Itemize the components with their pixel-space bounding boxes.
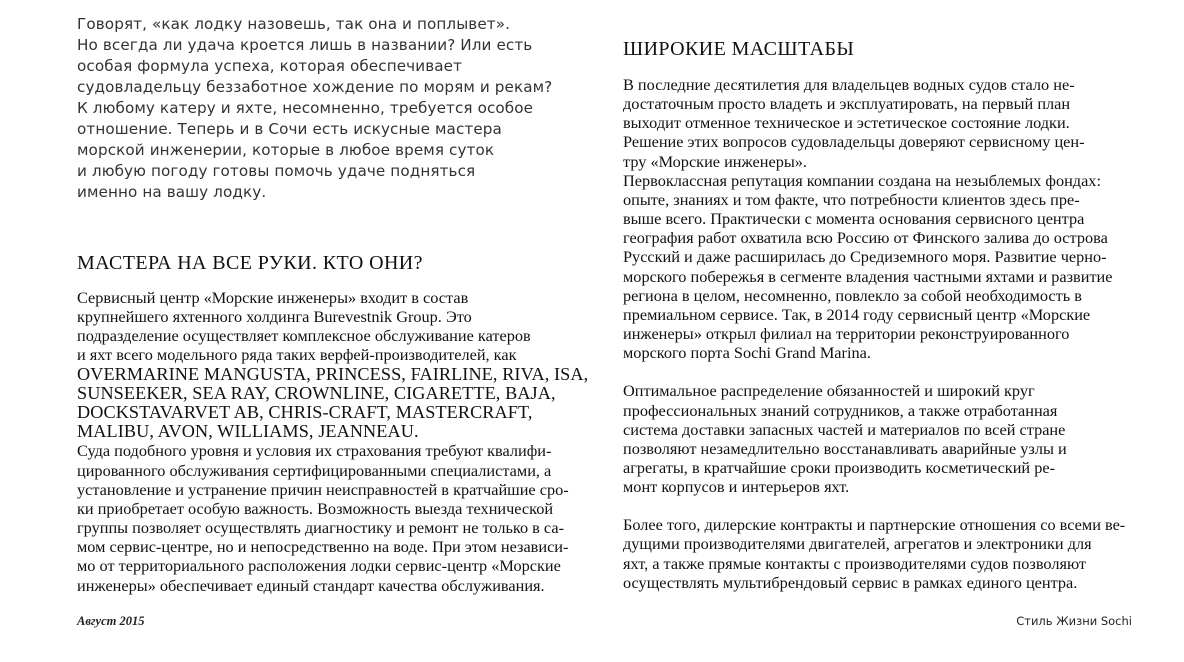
text-line: осуществлять мультибрендовый сервис в рамках единого центра.	[623, 572, 1078, 592]
text-line: профессиональных знаний сотрудников, а также отработанная	[623, 400, 1058, 420]
text-line: и любую погоду готовы помочь удаче подняться	[77, 162, 476, 180]
left-paragraph-2	[77, 441, 597, 594]
text-line: Оптимальное распределение обязанностей и широкий круг	[623, 381, 1035, 401]
intro-text	[77, 14, 597, 203]
text-line: В последние десятилетия для владельцев водных судов стало не-	[623, 75, 1075, 94]
text-line: судовладельцу беззаботное хождение по морям и рекам?	[77, 78, 553, 96]
text-line: инженеры» открыл филиал на территории реконструированного	[623, 324, 1070, 344]
text-line: тру «Морские инженеры».	[623, 151, 808, 171]
text-line: Более того, дилерские контракты и партнерские отношения со всеми ве-	[623, 515, 1126, 535]
left-paragraph-1	[77, 288, 597, 365]
text-line: MALIBU, AVON, WILLIAMS, JEANNEAU.	[77, 421, 419, 442]
text-line: Говорят, «как лодку назовешь, так она и поплывет».	[77, 15, 511, 33]
text-line: агрегаты, в кратчайшие сроки производить косметический ре-	[623, 457, 1056, 477]
text-line: морской инженерии, которые в любое время суток	[77, 141, 495, 159]
text-line: дущими производителями двигателей, агрегатов и электроники для	[623, 534, 1092, 554]
text-line: OVERMARINE MANGUSTA, PRINCESS, FAIRLINE, RIVA, ISA,	[77, 363, 589, 384]
brand-list	[77, 365, 597, 442]
text-line: Суда подобного уровня и условия их страхования требуют квалифи-	[77, 441, 552, 461]
text-line: выше всего. Практически с момента основания сервисного центра	[623, 209, 1085, 229]
text-line: система доставки запасных частей и материалов по всей стране	[623, 419, 1066, 439]
text-line: ки приобретает особую важность. Возможность выезда технической	[77, 498, 554, 518]
text-line: мом сервис-центре, но и непосредственно на воде. При этом независи-	[77, 537, 569, 557]
text-line: подразделение осуществляет комплексное обслуживание катеров	[77, 326, 531, 346]
text-line: география работ охватила всю Россию от Финского залива до острова	[623, 228, 1108, 248]
text-line: SUNSEEKER, SEA RAY, CROWNLINE, CIGARETTE, BAJA,	[77, 382, 556, 403]
text-line: яхт, а также прямые контакты с производителями судов позволяют	[623, 553, 1087, 573]
text-line: Сервисный центр «Морские инженеры» входит в состав	[77, 288, 469, 307]
left-column	[77, 14, 597, 595]
text-line: монт корпусов и интерьеров яхт.	[623, 477, 850, 497]
footer-magazine-name: Стиль Жизни Sochi	[1016, 614, 1132, 628]
text-line: инженеры» обеспечивает единый стандарт качества обслуживания.	[77, 575, 545, 595]
text-line: мо от территориального расположения лодки сервис-центр «Морские	[77, 556, 561, 576]
right-paragraph-1	[623, 75, 1143, 362]
text-line: региона в целом, несомненно, повлекло за собой необходимость в	[623, 285, 1082, 305]
text-line: цированного обслуживания сертифицированными специалистами, а	[77, 460, 552, 480]
text-line: DOCKSTAVARVET AB, CHRIS-CRAFT, MASTERCRAFT,	[77, 402, 533, 423]
text-line: выходит отменное техническое и эстетическое состояние лодки.	[623, 113, 1070, 133]
text-line: отношение. Теперь и в Сочи есть искусные мастера	[77, 120, 502, 138]
text-line: Но всегда ли удача кроется лишь в названии? Или есть	[77, 36, 533, 54]
text-line: особая формула успеха, которая обеспечивает	[77, 57, 463, 75]
text-line: позволяют незамедлительно восстанавливать аварийные узлы и	[623, 438, 1067, 458]
text-line: группы позволяет осуществлять диагностику и ремонт не только в са-	[77, 518, 565, 538]
text-line: морского порта Sochi Grand Marina.	[623, 343, 871, 363]
text-line: Первоклассная репутация компании создана на незыблемых фондах:	[623, 170, 1101, 190]
left-heading: МАСТЕРА НА ВСЕ РУКИ. КТО ОНИ?	[77, 252, 423, 274]
text-line: крупнейшего яхтенного холдинга Burevestnik Group. Это	[77, 307, 472, 327]
text-line: Решение этих вопросов судовладельцы доверяют сервисному цен-	[623, 132, 1085, 152]
right-column	[623, 36, 1143, 592]
text-line: морского побережья в сегменте владения частными яхтами и развитие	[623, 266, 1113, 286]
text-line: К любому катеру и яхте, несомненно, требуется особое	[77, 99, 534, 117]
text-line: Русский и даже расширилась до Средиземного моря. Развитие черно-	[623, 247, 1107, 267]
right-heading: ШИРОКИЕ МАСШТАБЫ	[623, 38, 855, 60]
text-line: премиальном сервисе. Так, в 2014 году сервисный центр «Морские	[623, 304, 1091, 324]
text-line: именно на вашу лодку.	[77, 183, 267, 201]
footer-date: Август 2015	[77, 614, 145, 628]
text-line: опыте, знаниях и том факте, что потребности клиентов здесь пре-	[623, 189, 1080, 209]
text-line: установление и устранение причин неисправностей в кратчайшие сро-	[77, 479, 569, 499]
text-line: и яхт всего модельного ряда таких верфей-производителей, как	[77, 345, 517, 365]
text-line: достаточным просто владеть и эксплуатировать, на первый план	[623, 94, 1071, 114]
right-paragraph-3	[623, 515, 1143, 592]
right-paragraph-2	[623, 381, 1143, 496]
